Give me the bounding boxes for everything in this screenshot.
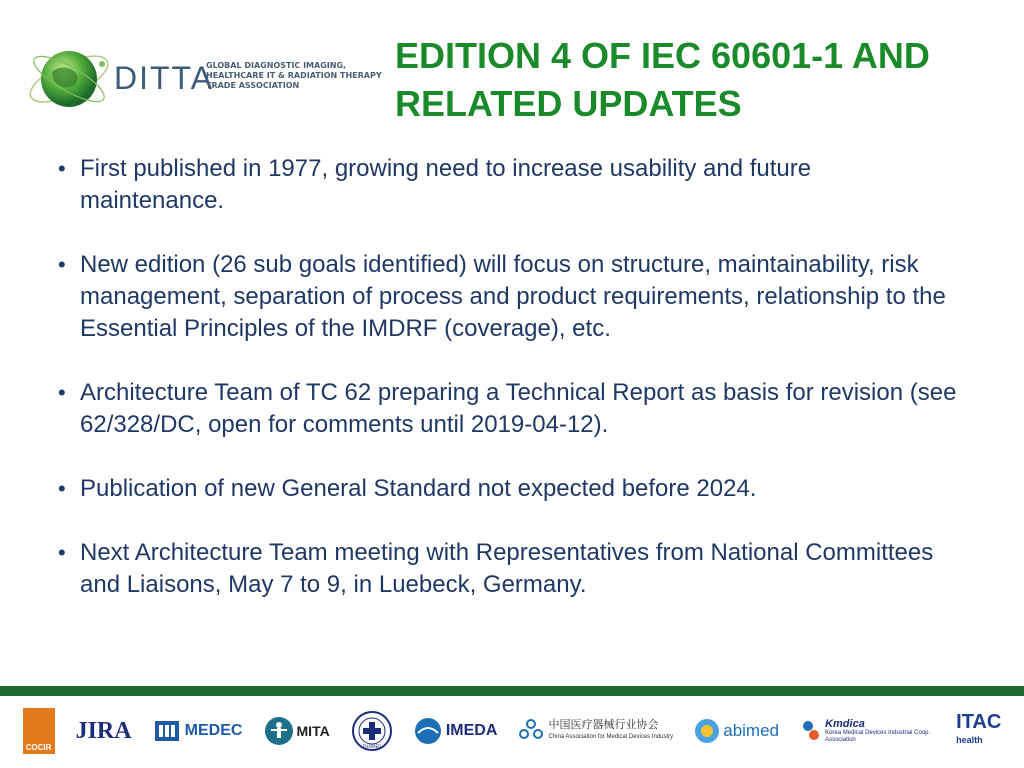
imeda-logo [414,706,498,756]
tagline-line-3: TRADE ASSOCIATION [206,81,300,90]
abimed-logo [694,706,779,756]
cocir-label: COCIR [25,743,52,752]
china-association-cn: 中国医疗器械行业协会 [548,719,659,731]
jira-logo [76,706,132,756]
bullet-dot-icon: • [58,540,66,565]
bullet-item [58,377,958,441]
kmdica-logo [800,706,935,756]
china-association-en: China Association for Medical Devices Industry [548,734,674,740]
ditta-wordmark: DITTA [114,60,215,96]
medec-mark-icon [153,717,181,745]
bullet-text: New edition (26 sub goals identified) will focus on structure, maintainability, risk management, separation of process and product requirements, relationship to the Essential Principles of the IMDRF (coverage), etc. [80,251,946,342]
cocir-logo [23,706,55,756]
china-association-logo [518,706,673,756]
partner-logos [0,700,1024,762]
slide-title-line-2: RELATED UPDATES [395,83,742,124]
medec-label: MEDEC [184,722,243,739]
medec-logo [153,706,243,756]
tagline-line-2: HEALTHCARE IT & RADIATION THERAPY [206,71,382,80]
mita-logo [264,706,330,756]
abimed-label: abimed [723,721,780,740]
itac-logo [956,706,1001,756]
cocir-mark-icon [23,708,55,754]
kmdica-mark-icon [800,718,822,744]
globe-icon [24,34,114,124]
bullet-dot-icon: • [58,380,66,405]
itac-text [956,713,1001,749]
china-association-mark-icon [518,718,544,744]
bullet-list [58,153,958,633]
bullet-dot-icon: • [58,476,66,501]
bullet-item [58,473,958,505]
bullet-item [58,153,958,217]
china-association-text [548,719,673,743]
mita-label: MITA [296,723,330,739]
imeda-mark-icon [414,717,442,745]
bullet-dot-icon: • [58,252,66,277]
thaimed-logo [351,706,393,756]
bullet-text: Architecture Team of TC 62 preparing a Technical Report as basis for revision (see 62/328/DC, open for comments until 2019-04-12). [80,379,957,438]
itac-sub: health [956,735,983,745]
bullet-text: Next Architecture Team meeting with Representatives from National Committees and Liaisons, May 7 to 9, in Luebeck, Germany. [80,539,934,598]
bullet-dot-icon: • [58,156,66,181]
thaimed-seal-icon [351,710,393,752]
thaimed-label: THAIMED [362,744,381,749]
ditta-logo [24,34,384,124]
kmdica-sub: Korea Medical Devices Industrial Coop. Association [825,730,931,743]
itac-label: ITAC [956,711,1002,733]
mita-mark-icon [264,716,294,746]
bullet-item [58,249,958,345]
bullet-text: Publication of new General Standard not expected before 2024. [80,475,757,502]
kmdica-text [825,718,935,744]
kmdica-label: Kmdica [825,718,865,730]
slide-title-line-1: EDITION 4 OF IEC 60601-1 AND [395,35,930,76]
slide-title [395,32,1005,128]
footer-divider [0,686,1024,696]
jira-label: JIRA [75,717,132,744]
imeda-label: IMEDA [445,722,498,739]
bullet-item [58,537,958,601]
abimed-mark-icon [694,718,720,744]
tagline-line-1: GLOBAL DIAGNOSTIC IMAGING, [206,61,347,70]
bullet-text: First published in 1977, growing need to increase usability and future maintenance. [80,155,812,214]
ditta-tagline [206,61,386,91]
